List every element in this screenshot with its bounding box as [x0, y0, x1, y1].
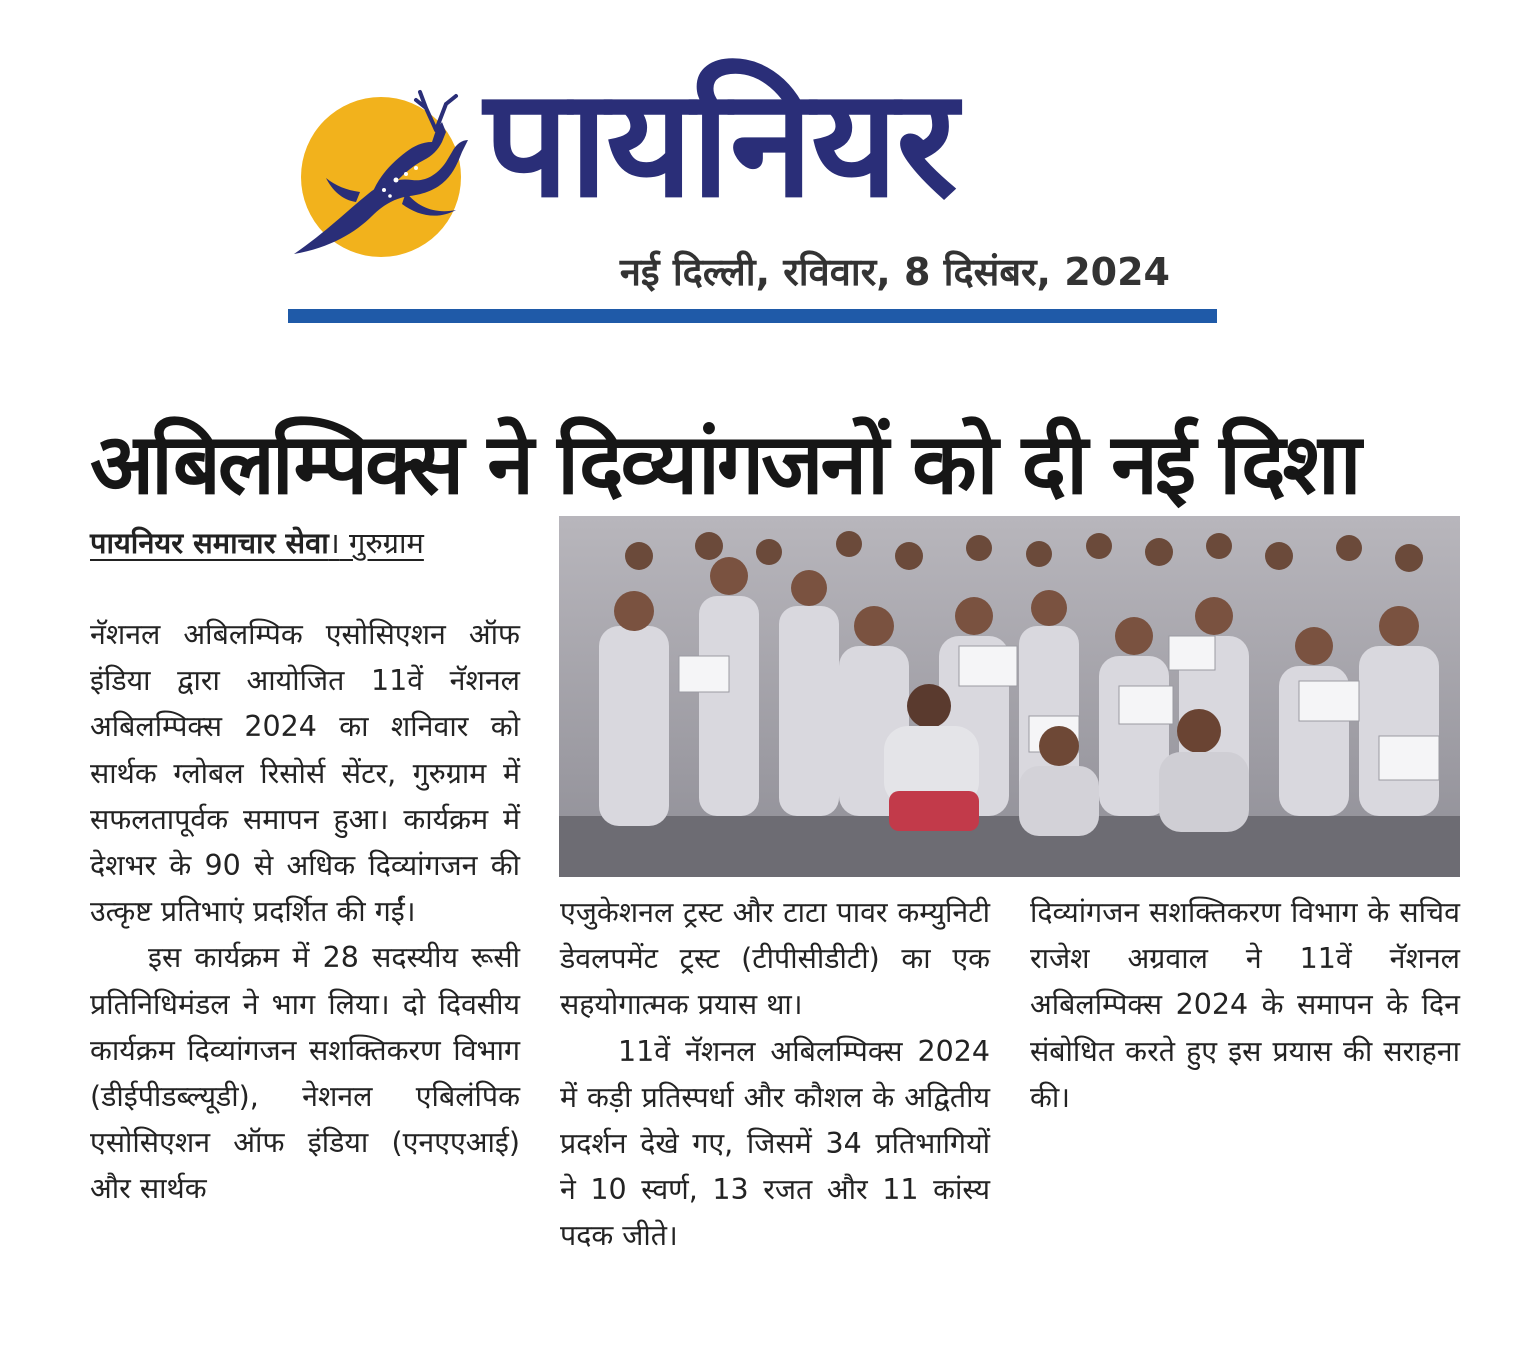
article-column-1 — [90, 612, 520, 1213]
paragraph: दिव्यांगजन सशक्तिकरण विभाग के सचिव राजेश अग्रवाल ने 11वें नॅशनल अबिलम्पिक्स 2024 के समापन के दिन संबोधित करते हुए इस प्रयास की सराहना की। — [1030, 896, 1460, 1114]
byline-separator: । — [328, 526, 340, 560]
byline-place: गुरुग्राम — [349, 526, 424, 560]
article-column-3 — [1030, 890, 1460, 1121]
paragraph: इस कार्यक्रम में 28 सदस्यीय रूसी प्रतिनिधिमंडल ने भाग लिया। दो दिवसीय कार्यक्रम दिव्यांगजन सशक्तिकरण विभाग (डीईपीडब्ल्यूडी), नेशनल एबिलंपिक एसोसिएशन ऑफ इंडिया (एनएएआई) और सार्थक — [90, 941, 520, 1206]
masthead-divider — [288, 309, 1217, 323]
group-photo-image — [559, 516, 1460, 877]
byline — [90, 520, 424, 566]
masthead-title: पायनियर — [484, 55, 956, 231]
paragraph: नॅशनल अबिलम्पिक एसोसिएशन ऑफ इंडिया द्वारा आयोजित 11वें नॅशनल अबिलम्पिक्स 2024 का शनिवार को सार्थक ग्लोबल रिसोर्स सेंटर, गुरुग्राम में सफलतापूर्वक समापन हुआ। कार्यक्रम में देशभर के 90 से अधिक दिव्यांगजन की उत्कृष्ट प्रतिभाएं प्रदर्शित की गईं। — [90, 618, 520, 929]
article-column-2 — [560, 890, 990, 1260]
paragraph: एजुकेशनल ट्रस्ट और टाटा पावर कम्युनिटी डेवलपमेंट ट्रस्ट (टीपीसीडीटी) का एक सहयोगात्मक प्रयास था। — [560, 896, 990, 1022]
dateline: नई दिल्ली, रविवार, 8 दिसंबर, 2024 — [619, 250, 1170, 294]
article-headline: अबिलम्पिक्स ने दिव्यांगजनों को दी नई दिशा — [90, 415, 1359, 513]
paragraph: 11वें नॅशनल अबिलम्पिक्स 2024 में कड़ी प्रतिस्पर्धा और कौशल के अद्वितीय प्रदर्शन देखे गए, जिसमें 34 प्रतिभागियों ने 10 स्वर्ण, 13 रजत और 11 कांस्य पदक जीते। — [560, 1034, 990, 1253]
deer-sun-logo-icon — [286, 82, 476, 267]
byline-source: पायनियर समाचार सेवा — [90, 526, 329, 560]
